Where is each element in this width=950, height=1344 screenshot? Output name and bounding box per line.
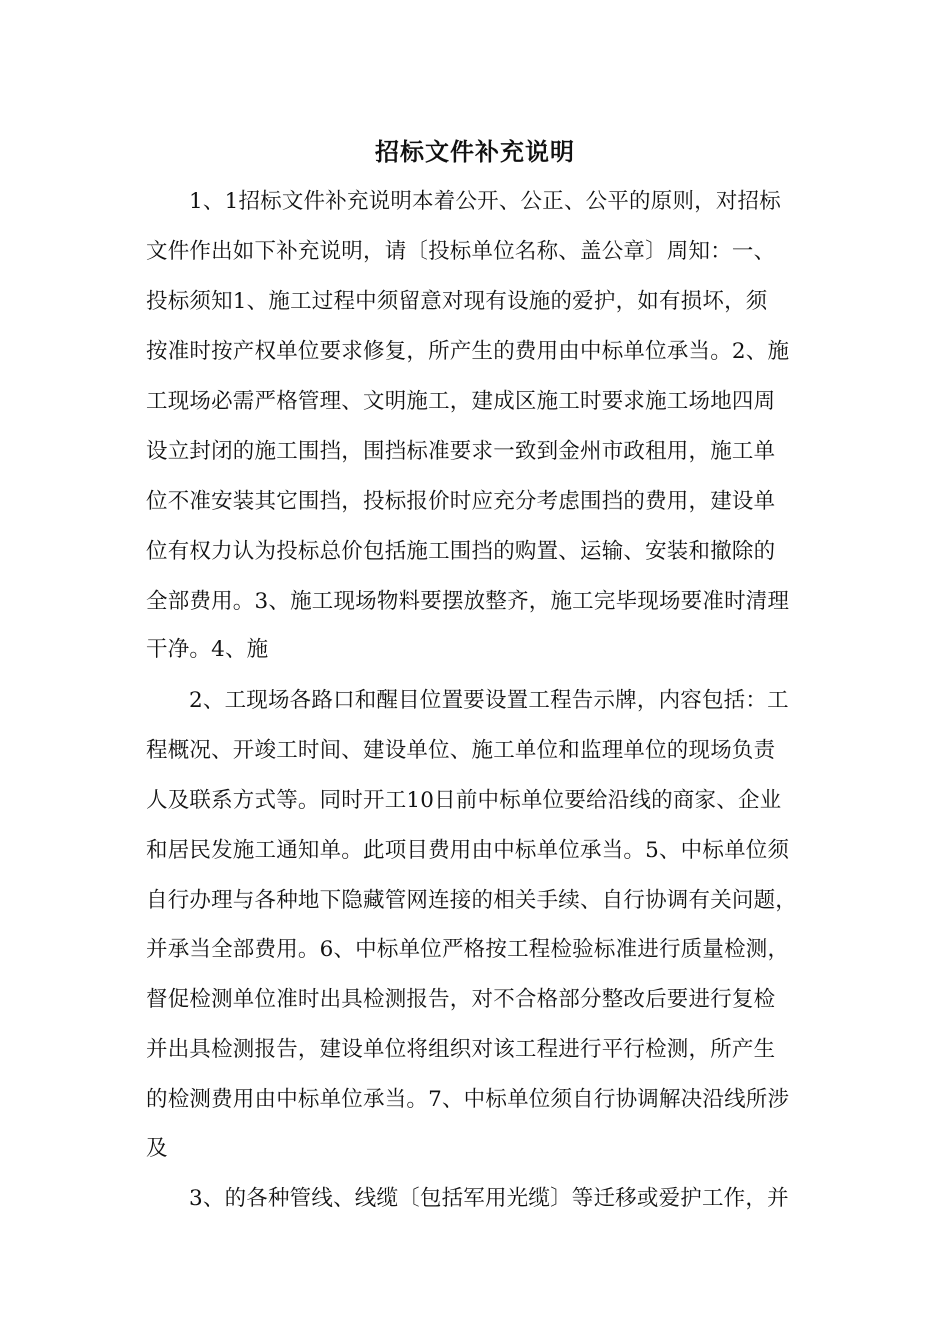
paragraph-line: 文件作出如下补充说明，请〔投标单位名称、盖公章〕周知：一、 [146, 239, 776, 264]
paragraph-line: 全部费用。3、施工现场物料要摆放整齐，施工完毕现场要准时清理 [146, 589, 790, 614]
paragraph-line: 督促检测单位准时出具检测报告，对不合格部分整改后要进行复检 [146, 987, 776, 1012]
paragraph-line: 人及联系方式等。同时开工10日前中标单位要给沿线的商家、企业 [146, 788, 782, 813]
paragraph-line: 并承当全部费用。6、中标单位严格按工程检验标准进行质量检测， [146, 937, 790, 962]
paragraph-line: 和居民发施工通知单。此项目费用由中标单位承当。5、中标单位须 [146, 838, 790, 863]
paragraph-line: 及 [146, 1136, 168, 1161]
paragraph-line: 程概况、开竣工时间、建设单位、施工单位和监理单位的现场负责 [146, 738, 776, 763]
paragraph-line: 工现场必需严格管理、文明施工，建成区施工时要求施工场地四周 [146, 389, 776, 414]
paragraph-line: 的检测费用由中标单位承当。7、中标单位须自行协调解决沿线所涉 [146, 1087, 790, 1112]
paragraph-line: 自行办理与各种地下隐藏管网连接的相关手续、自行协调有关问题， [146, 888, 798, 913]
paragraph-line: 投标须知1、施工过程中须留意对现有设施的爱护，如有损坏，须 [146, 289, 768, 314]
paragraph-line: 位有权力认为投标总价包括施工围挡的购置、运输、安装和撤除的 [146, 539, 776, 564]
paragraph-line: 2、工现场各路口和醒目位置要设置工程告示牌，内容包括：工 [189, 688, 789, 713]
paragraph-line: 位不准安装其它围挡，投标报价时应充分考虑围挡的费用，建设单 [146, 489, 776, 514]
paragraph-line: 3、的各种管线、线缆〔包括军用光缆〕等迁移或爱护工作，并 [189, 1186, 789, 1211]
paragraph-line: 按准时按产权单位要求修复，所产生的费用由中标单位承当。2、施 [146, 339, 790, 364]
paragraph-line: 1、1招标文件补充说明本着公开、公正、公平的原则，对招标 [189, 189, 781, 214]
paragraph-line: 干净。4、施 [146, 637, 269, 662]
paragraph-line: 并出具检测报告，建设单位将组织对该工程进行平行检测，所产生 [146, 1037, 776, 1062]
document-title: 招标文件补充说明 [375, 138, 575, 166]
paragraph-line: 设立封闭的施工围挡，围挡标准要求一致到金州市政租用，施工单 [146, 439, 776, 464]
